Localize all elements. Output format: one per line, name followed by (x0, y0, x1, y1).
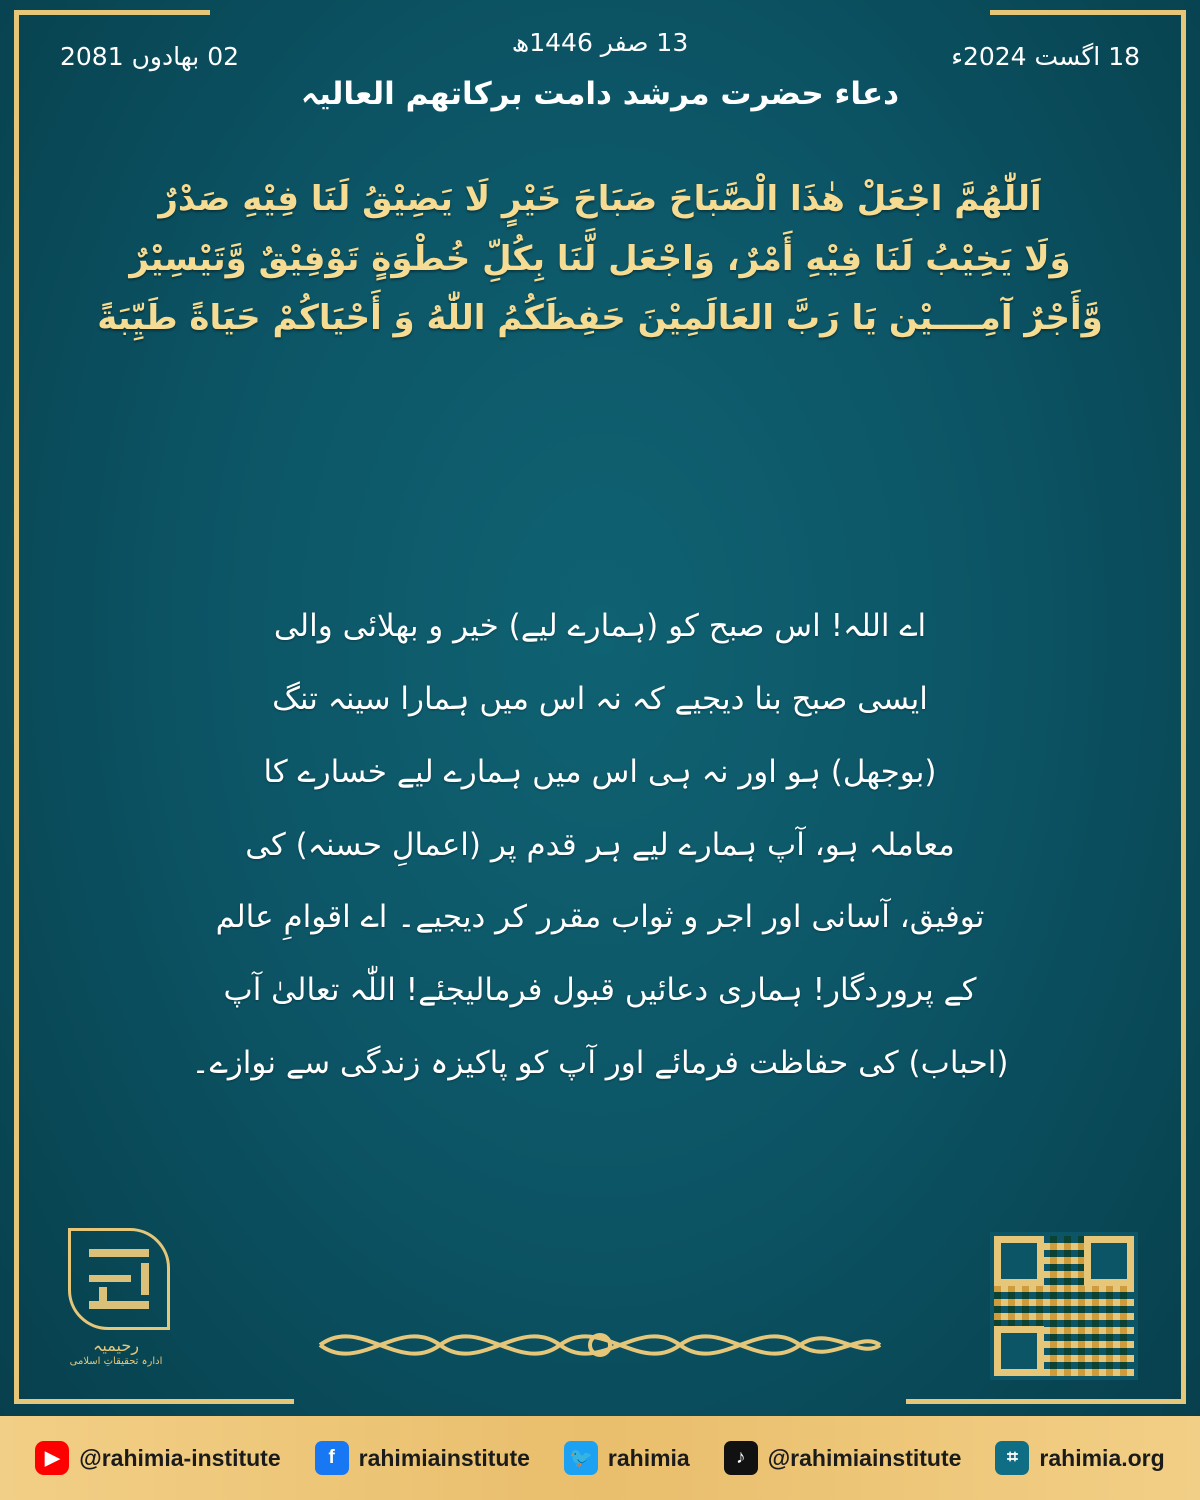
twitter-icon: 🐦 (564, 1441, 598, 1475)
frame-edge-bottom-right (906, 1399, 1186, 1404)
urdu-line: ایسی صبح بنا دیجیے کہ نہ اس میں ہمارا سینہ تنگ (272, 680, 928, 717)
logo-kufic-pattern-icon (89, 1249, 149, 1309)
urdu-line: اے اللہ! اس صبح کو (ہمارے لیے) خیر و بھلائی والی (273, 608, 927, 644)
urdu-line: توفیق، آسانی اور اجر و ثواب مقرر کر دیجیے۔ اے اقوامِ عالم (215, 899, 985, 936)
logo-emblem-icon (68, 1228, 170, 1330)
bikrami-date: 02 بھادوں 2081 (60, 42, 239, 71)
header-dates (60, 22, 1140, 82)
qr-code[interactable] (994, 1236, 1134, 1376)
youtube-icon: ▶ (35, 1441, 69, 1475)
arabic-dua-block (70, 170, 1130, 349)
tiktok-icon: ♪ (724, 1441, 758, 1475)
urdu-line: کے پروردگار! ہماری دعائیں قبول فرمالیجئے! اللّٰہ تعالیٰ آپ (223, 972, 977, 1009)
social-tiktok[interactable] (724, 1441, 962, 1475)
social-twitter[interactable] (564, 1441, 690, 1475)
ornamental-divider-icon (300, 1310, 900, 1380)
qr-finder-bottom-left (994, 1326, 1044, 1376)
frame-edge-bottom-left (14, 1399, 294, 1404)
page-title: دعاء حضرت مرشد دامت بركاتهم العالیہ (300, 76, 900, 112)
footer-social-bar (0, 1416, 1200, 1500)
facebook-icon: f (315, 1441, 349, 1475)
social-handle: @rahimiainstitute (767, 1444, 962, 1471)
logo-name: رحیمیہ (93, 1336, 139, 1355)
social-handle: @rahimia-institute (79, 1444, 281, 1471)
social-handle: rahimia.org (1039, 1444, 1165, 1471)
logo-text (62, 1336, 170, 1369)
arabic-line: اَللّٰهُمَّ اجْعَلْ هٰذَا الْصَّبَاحَ صَبَاحَ خَيْرٍ لَا يَضِيْقُ لَنَا فِيْهِ صَدْرٌ (158, 179, 1042, 219)
frame-edge-top-left (14, 10, 210, 15)
website-icon: ⌗ (995, 1441, 1029, 1475)
hijri-date: 13 صفر 1446ھ (511, 28, 689, 57)
arabic-line: وَّأَجْرٌ آمِــــيْن يَا رَبَّ العَالَمِيْنَ حَفِظَكُمُ اللّٰهُ وَ أَحْيَاكُمْ حَيَاةً طَيِّبَةً (97, 298, 1103, 338)
social-facebook[interactable] (315, 1441, 530, 1475)
logo-subtitle: ادارہ تحقیقاتِ اسلامی (69, 1356, 163, 1367)
urdu-line: (احباب) کی حفاظت فرمائے اور آپ کو پاکیزہ زندگی سے نوازے۔ (191, 1045, 1009, 1082)
social-website[interactable] (995, 1441, 1164, 1475)
urdu-line: (بوجھل) ہو اور نہ ہی اس میں ہمارے لیے خسارے کا (263, 753, 937, 790)
institute-logo (62, 1228, 170, 1378)
social-handle: rahimiainstitute (358, 1444, 530, 1471)
social-handle: rahimia (607, 1444, 690, 1471)
arabic-line: وَلَا يَخِيْبُ لَنَا فِيْهِ أَمْرٌ، وَاجْعَل لَّنَا بِكُلِّ خُطْوَةٍ تَوْفِيْقٌ وَّتَيْسِيْرٌ (129, 238, 1071, 279)
social-youtube[interactable] (35, 1441, 280, 1475)
urdu-line: معاملہ ہو، آپ ہمارے لیے ہر قدم پر (اعمالِ حسنہ) کی (245, 826, 955, 863)
frame-edge-top-right (990, 10, 1186, 15)
urdu-translation-block (180, 590, 1020, 1100)
gregorian-date: 18 اگست 2024ء (951, 42, 1140, 71)
